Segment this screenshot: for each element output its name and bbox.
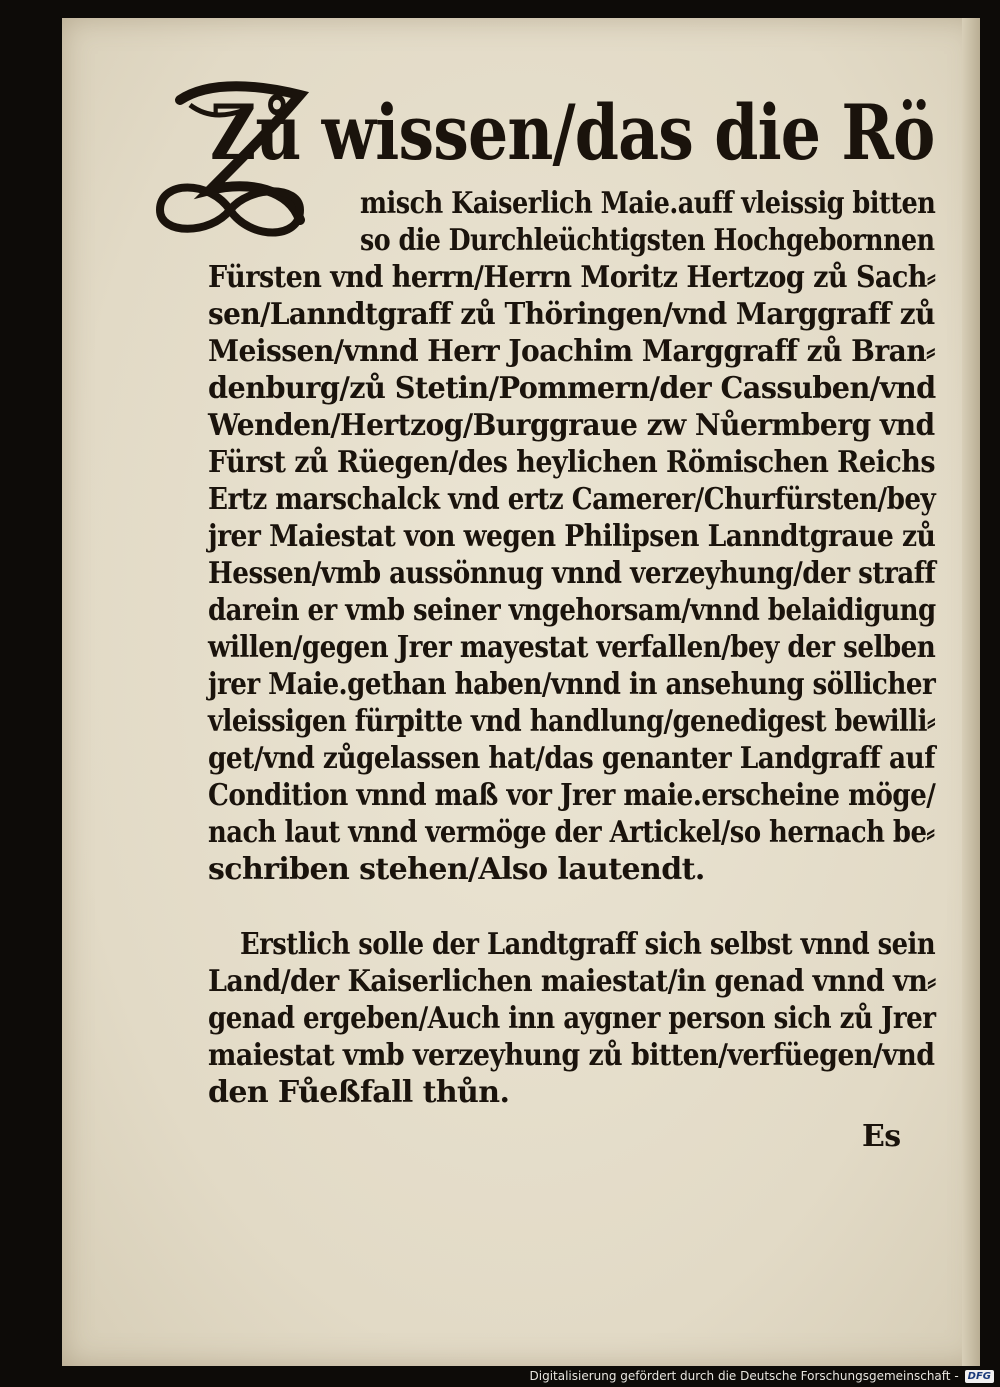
footer-text: Digitalisierung gefördert durch die Deutsche Forschungsgemeinschaft - [529, 1369, 959, 1383]
headline: Zů wissen/das die Rö [210, 88, 935, 177]
text-line: misch Kaiserlich Maie.auff vleissig bitten [360, 186, 936, 221]
text-line: jrer Maiestat von wegen Philipsen Lanndtgraue zů [208, 519, 936, 554]
text-line: Meissen/vnnd Herr Joachim Marggraff zů Bran⸗ [208, 334, 935, 369]
text-line: genad ergeben/Auch inn aygner person sich zů Jrer [208, 1001, 936, 1036]
text-line: Fürst zů Rüegen/des heylichen Römischen Reichs [208, 445, 935, 480]
catchword: Es [862, 1119, 901, 1154]
page-gutter [962, 18, 980, 1366]
text-line: sen/Lanndtgraff zů Thöringen/vnd Marggraff zů [208, 297, 935, 332]
text-line: Hessen/vmb aussönnug vnnd verzeyhung/der straff [208, 556, 936, 591]
text-line: vleissigen fürpitte vnd handlung/genedigest bewilli⸗ [208, 704, 936, 739]
text-line: schriben stehen/Also lautendt. [208, 852, 705, 887]
text-line: denburg/zů Stetin/Pommern/der Cassuben/vnd [208, 371, 936, 406]
text-line: darein er vmb seiner vngehorsam/vnnd belaidigung [208, 593, 936, 628]
text-line: jrer Maie.gethan haben/vnnd in ansehung söllicher [208, 667, 936, 702]
text-line: nach laut vnnd vermöge der Artickel/so hernach be⸗ [208, 815, 935, 850]
text-line: get/vnd zůgelassen hat/das genanter Landgraff auf [208, 741, 936, 776]
text-line: Land/der Kaiserlichen maiestat/in genad vnnd vn⸗ [208, 964, 936, 999]
footer-bar [530, 1365, 1000, 1387]
text-line: Fürsten vnd herrn/Herrn Moritz Hertzog zů Sach⸗ [208, 260, 936, 295]
text-line: Wenden/Hertzog/Burggraue zw Nůermberg vnd [208, 408, 935, 443]
text-line: Erstlich solle der Landtgraff sich selbst vnnd sein [240, 927, 936, 962]
text-line: maiestat vmb verzeyhung zů bitten/verfüegen/vnd [208, 1038, 935, 1073]
dfg-logo: DFG [965, 1370, 994, 1383]
text-line: den Fůeßfall thůn. [208, 1075, 510, 1110]
text-line: Ertz marschalck vnd ertz Camerer/Churfürsten/bey [208, 482, 936, 517]
text-line: willen/gegen Jrer mayestat verfallen/bey der selben [208, 630, 936, 665]
text-line: Condition vnnd maß vor Jrer maie.erscheine möge/ [208, 778, 936, 813]
text-line: so die Durchleüchtigsten Hochgebornnen [360, 223, 935, 258]
